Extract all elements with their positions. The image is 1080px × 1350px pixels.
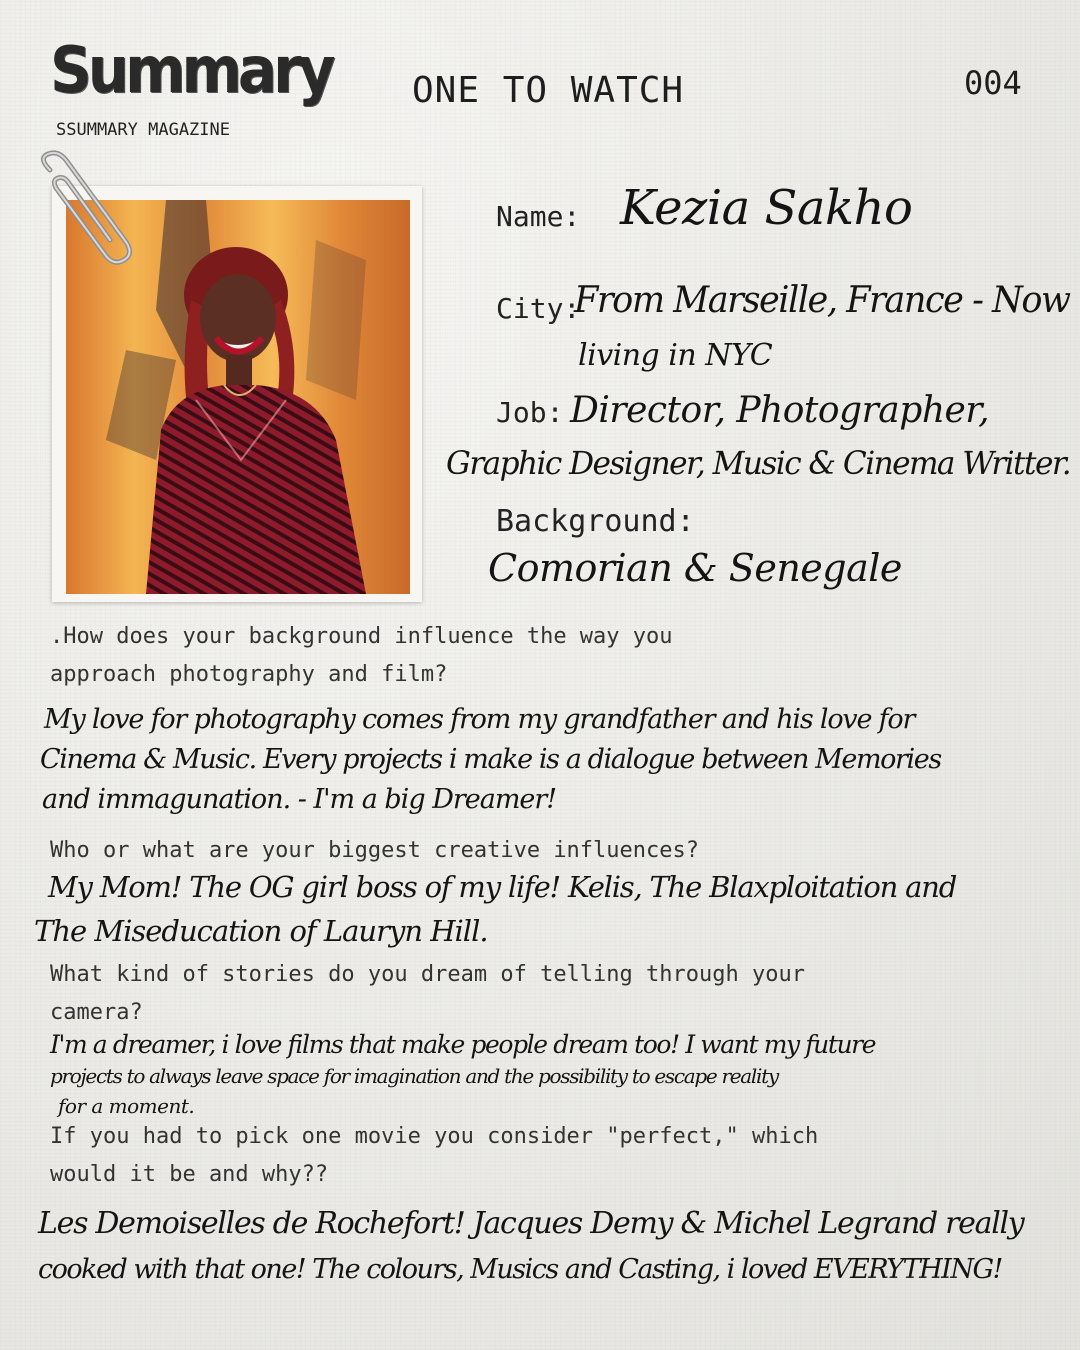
job-value-line1: Director, Photographer, bbox=[570, 390, 990, 431]
answer-3-line1: I'm a dreamer, i love films that make people dream too! I want my future bbox=[50, 1030, 876, 1059]
question-1-line1: .How does your background influence the way you bbox=[50, 624, 673, 649]
answer-3-line2: projects to always leave space for imagination and the possibility to escape reality bbox=[50, 1064, 778, 1088]
question-4-line2: would it be and why?? bbox=[50, 1162, 329, 1187]
job-value-line2: Graphic Designer, Music & Cinema Writter. bbox=[446, 444, 1071, 482]
city-value-line2: living in NYC bbox=[578, 338, 773, 373]
section-title: ONE TO WATCH bbox=[412, 70, 685, 111]
question-3-line2: camera? bbox=[50, 1000, 143, 1025]
city-label: City: bbox=[496, 292, 581, 325]
background-value: Comorian & Senegale bbox=[488, 546, 902, 590]
answer-4-line2: cooked with that one! The colours, Musics and Casting, i loved EVERYTHING! bbox=[38, 1254, 1002, 1285]
magazine-logo: Summary bbox=[50, 32, 332, 108]
name-value: Kezia Sakho bbox=[620, 180, 913, 236]
name-label: Name: bbox=[496, 200, 581, 233]
answer-2-line2: The Miseducation of Lauryn Hill. bbox=[34, 914, 488, 948]
paperclip-icon bbox=[30, 150, 140, 280]
answer-2-line1: My Mom! The OG girl boss of my life! Kelis, The Blaxploitation and bbox=[48, 870, 957, 904]
answer-3-line3: for a moment. bbox=[58, 1094, 195, 1118]
question-2-line1: Who or what are your biggest creative influences? bbox=[50, 838, 700, 863]
city-value-line1: From Marseille, France - Now bbox=[574, 280, 1070, 321]
background-label: Background: bbox=[496, 504, 695, 539]
answer-1-line1: My love for photography comes from my grandfather and his love for bbox=[44, 704, 915, 735]
question-3-line1: What kind of stories do you dream of telling through your bbox=[50, 962, 805, 987]
issue-number: 004 bbox=[964, 64, 1022, 102]
answer-1-line2: Cinema & Music. Every projects i make is a dialogue between Memories bbox=[40, 744, 941, 775]
answer-4-line1: Les Demoiselles de Rochefort! Jacques Demy & Michel Legrand really bbox=[38, 1206, 1024, 1241]
question-4-line1: If you had to pick one movie you consider "perfect," which bbox=[50, 1124, 819, 1149]
job-label: Job: bbox=[496, 396, 564, 429]
answer-1-line3: and immagunation. - I'm a big Dreamer! bbox=[42, 784, 557, 815]
question-1-line2: approach photography and film? bbox=[50, 662, 448, 687]
magazine-subtitle: SSUMMARY MAGAZINE bbox=[56, 120, 230, 140]
